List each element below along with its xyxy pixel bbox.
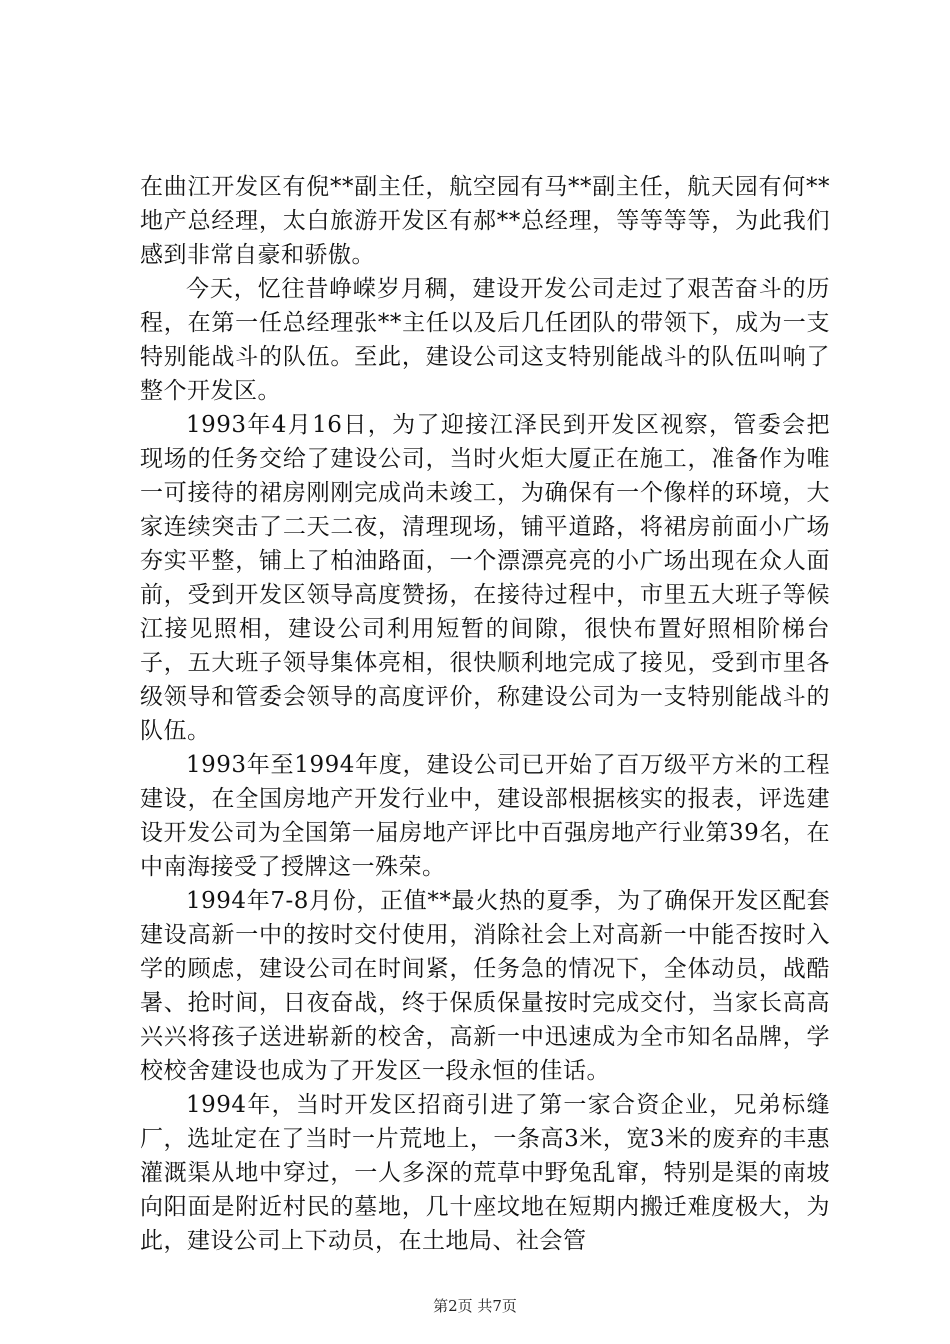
paragraph-1993-1994-award: 1993年至1994年度，建设公司已开始了百万级平方米的工程建设，在全国房地产开发行业中，建设部根据核实的报表，评选建设开发公司为全国第一届房地产评比中百强房地产行业第39名，在中南海接受了授牌这一殊荣。 (140, 752, 830, 880)
page-number-footer: 第2页 共7页 (433, 1297, 517, 1315)
paragraph-1994-factory: 1994年，当时开发区招商引进了第一家合资企业，兄弟标缝厂，选址定在了当时一片荒地上，一条高3米，宽3米的废弃的丰惠灌溉渠从地中穿过，一人多深的荒草中野兔乱窜，特别是渠的南坡向阳面是附近村民的墓地，几十座坟地在短期内搬迁难度极大，为此，建设公司上下动员，在土地局、社会管 (140, 1092, 830, 1254)
document-body (140, 170, 830, 1258)
paragraph-1994-school: 1994年7-8月份，正值**最火热的夏季，为了确保开发区配套建设高新一中的按时交付使用，消除社会上对高新一中能否按时入学的顾虑，建设公司在时间紧，任务急的情况下，全体动员，战酷暑、抢时间，日夜奋战，终于保质保量按时完成交付，当家长高高兴兴将孩子送进崭新的校舍，高新一中迅速成为全市知名品牌，学校校舍建设也成为了开发区一段永恒的佳话。 (140, 888, 830, 1084)
paragraph-1993-visit: 1993年4月16日，为了迎接江泽民到开发区视察，管委会把现场的任务交给了建设公司，当时火炬大厦正在施工，准备作为唯一可接待的裙房刚刚完成尚未竣工，为确保有一个像样的环境，大家连续突击了二天二夜，清理现场，铺平道路，将裙房前面小广场夯实平整，铺上了柏油路面，一个漂漂亮亮的小广场出现在众人面前，受到开发区领导高度赞扬，在接待过程中，市里五大班子等候江接见照相，建设公司利用短暂的间隙，很快布置好照相阶梯台子，五大班子领导集体亮相，很快顺利地完成了接见，受到市里各级领导和管委会领导的高度评价，称建设公司为一支特别能战斗的队伍。 (140, 412, 830, 744)
paragraph-continuation: 在曲江开发区有倪**副主任，航空园有马**副主任，航天园有何**地产总经理，太白旅游开发区有郝**总经理，等等等等，为此我们感到非常自豪和骄傲。 (140, 174, 830, 268)
paragraph-history: 今天，忆往昔峥嵘岁月稠，建设开发公司走过了艰苦奋斗的历程，在第一任总经理张**主任以及后几任团队的带领下，成为一支特别能战斗的队伍。至此，建设公司这支特别能战斗的队伍叫响了整个开发区。 (140, 276, 830, 404)
